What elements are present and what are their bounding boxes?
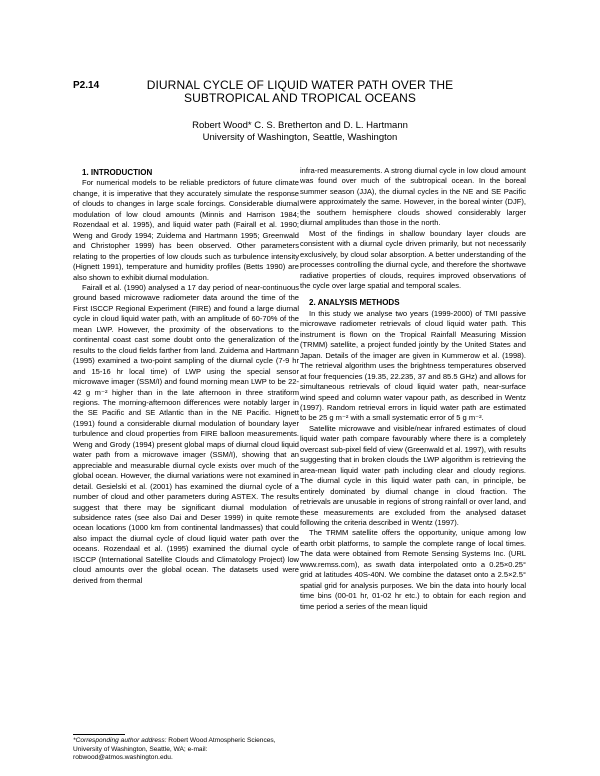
footnote (73, 737, 299, 763)
methods-paragraph-3: The TRMM satellite offers the opportunity, unique among low earth orbit platforms, to sample the complete range of local times. The data were obtained from Remote Sensing Systems Inc. (URL www.remss.com), as swath data interpolated onto a 0.25×0.25° grid at latitudes 40S-40N. We combine the dataset onto a 2.5×2.5° spatial grid for analysis purposes. We bin the data into hourly local time bins (00-01 hr, 01-02 hr etc.) to obtain for each region and time period a series of the mean liquid (300, 528, 526, 611)
intro-paragraph-2: Fairall et al. (1990) analysed a 17 day period of near-continuous ground based microwave radiometer data around the time of the First ISCCP Regional Experiment (FIRE) and found a large diurnal cycle in cloud liquid water path, with an amplitude of 60-70% of the mean LWP. However, the proximity of the observations to the continental coast cast some doubt onto the generalization of the results to the cloud fields farther from land. Zuidema and Hartmann (1995) examined a two-point sampling of the diurnal cycle (7-9 hr and 15-16 hr local time) of LWP using the special sensor microwave imager (SSM/I) and found morning mean LWP to be 22-42 g m⁻² higher than in the late afternoon in three stratiform regions. The morning-afternoon differences were notably larger in the SE Pacific and SE Atlantic than in the NE Pacific. Hignett (1991) found a considerable diurnal modulation of boundary layer turbulence and cloud properties from FIRE balloon measurements. Weng and Grody (1994) present global maps of diurnal cloud liquid water path from a microwave imager (SSM/I), showing that an appreciable and measurable diurnal cycle exists over much of the global ocean. However, the diurnal variations were not examined in detail. Gesielski et al. (2001) has examined the diurnal cycle of a number of cloud and other parameters during ASTEX. The results suggest that there may be significant diurnal modulation of subsidence rates (see also Dai and Deser 1999) in quite remote ocean locations (1000 km from continental landmasses) that could also impact the diurnal cycle of cloud liquid water path over the oceans. Rozendaal et al. (1995) examined the diurnal cycle of ISCCP (International Satellite Clouds and Climatology Project) low cloud amounts over the global ocean. The datasets used were derived from thermal (73, 282, 299, 585)
footnote-divider (73, 734, 125, 735)
left-column (73, 168, 299, 586)
methods-paragraph-2: Satellite microwave and visible/near infrared estimates of cloud liquid water path compare favourably where there is a completely overcast sub-pixel field of view (Greenwald et al. 1997), with results suggesting that in broken clouds the LWP algorithm is retrieving the area-mean liquid water path including clear and cloudy regions. The diurnal cycle in this liquid water path can, in principle, be entirely dominated by diurnal change in cloud fraction. The retrievals are unusable in regions of strong rainfall or over land, and these measurements are excluded from the analysed dataset following the criteria described in Wentz (1997). (300, 423, 526, 527)
author-block (118, 120, 482, 144)
intro-paragraph-1: For numerical models to be reliable predictors of future climate change, it is imperative that they accurately simulate the response of clouds to changes in large scale forcings. Considerable diurnal modulation of low cloud amounts (Minnis and Harrison 1984; Rozendaal et al. 1995), and liquid water path (Fairall et al. 1990; Weng and Grody 1994; Zuidema and Hartmann 1995; Greenwald and Christopher 1999) has been observed. Other parameters relating to the properties of low clouds such as turbulence intensity (Hignett 1991), temperature and humidity profiles (Betts 1990) are also shown to exhibit diurnal modulation. (73, 178, 299, 282)
intro-paragraph-4: Most of the findings in shallow boundary layer clouds are consistent with a diurnal cycle driven primarily, but not necessarily exclusively, by cloud solar absorption. A better understanding of the processes controlling the diurnal cycle, and therefore the shortwave radiative properties of clouds, requires improved observations of the cycle over large spatial and temporal scales. (300, 228, 526, 290)
section-heading-methods: 2. ANALYSIS METHODS (309, 298, 400, 308)
section-heading-introduction: 1. INTRODUCTION (82, 168, 153, 177)
affiliation: University of Washington, Seattle, Washington (202, 132, 398, 143)
paper-number: P2.14 (73, 80, 100, 91)
intro-paragraph-3: infra-red measurements. A strong diurnal cycle in low cloud amount was found over much of the subtropical ocean. In the boreal summer season (JJA), the diurnal cycles in the NE and SE Pacific were approximately the same. However, in the boreal winter (DJF), the southern hemisphere clouds showed considerably larger diurnal amplitudes than those in the north. (300, 166, 526, 228)
footnote-label: *Corresponding author address: (73, 737, 167, 744)
footnote-text: Robert Wood Atmospheric Sciences, University of Washington, Seattle, WA; e-mail: robwood@atmos.washington.edu. (73, 737, 276, 762)
right-column (300, 166, 526, 612)
methods-paragraph-1: In this study we analyse two years (1999-2000) of TMI passive microwave radiometer retrievals of cloud liquid water path. This instrument is flown on the Tropical Rainfall Measuring Mission (TRMM) satellite, a project funded jointly by the United States and Japan. Details of the imager are given in Kummerow et al. (1998). The retrieval algorithm uses the brightness temperatures observed at four frequencies (19.35, 22.235, 37 and 85.5 GHz) and allows for simultaneous retrievals of cloud liquid water path, near-surface wind speed and column water vapour path, as described in Wentz (1997). Random retrieval errors in liquid water path are estimated to be 25 g m⁻² with a small systematic error of 5 g m⁻². (300, 308, 526, 423)
authors: Robert Wood* C. S. Bretherton and D. L. Hartmann (192, 120, 408, 131)
paper-title: DIURNAL CYCLE OF LIQUID WATER PATH OVER THE SUBTROPICAL AND TROPICAL OCEANS (146, 78, 454, 105)
